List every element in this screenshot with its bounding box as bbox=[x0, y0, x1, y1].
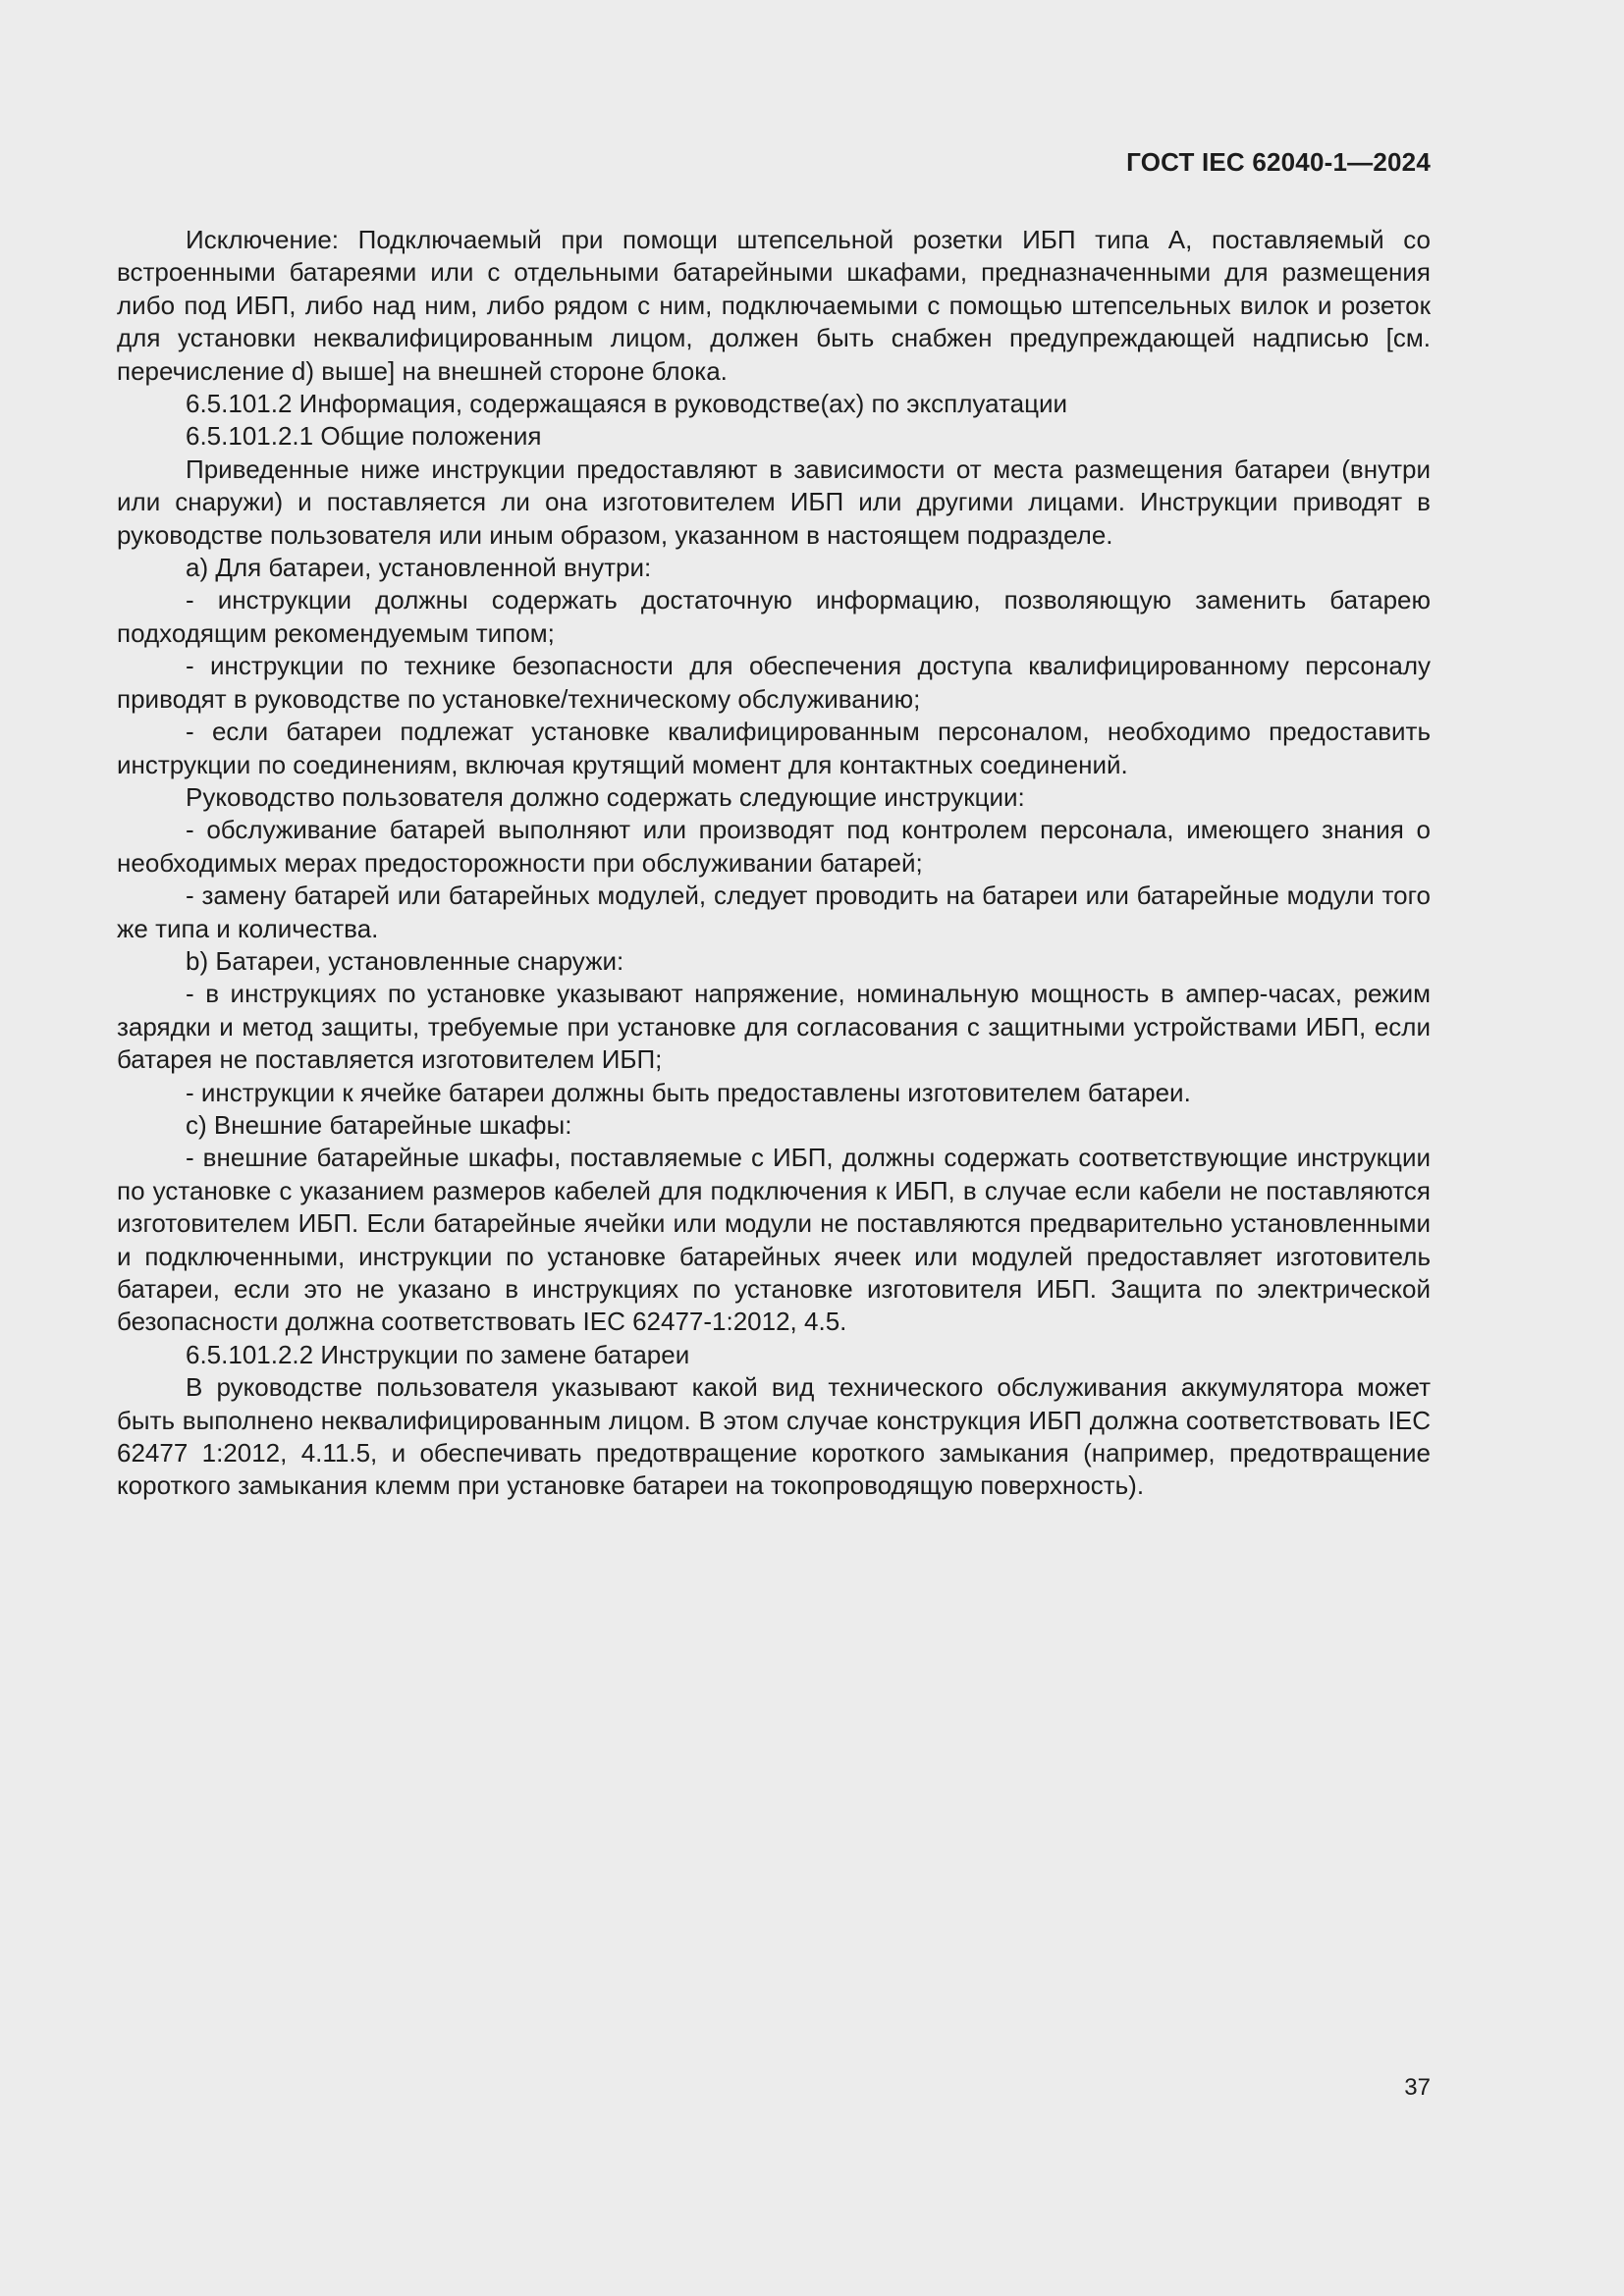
list-item: - замену батарей или батарейных модулей, следует проводить на батареи или батарейные модули того же типа и количества. bbox=[117, 881, 1431, 943]
page-number: 37 bbox=[1404, 2074, 1431, 2101]
list-item: - в инструкциях по установке указывают напряжение, номинальную мощность в ампер-часах, режим зарядки и метод защиты, требуемые при установке для согласования с защитными устройствами ИБП, если батарея не поставляется изготовителем ИБП; bbox=[117, 979, 1431, 1075]
list-heading-c: c) Внешние батарейные шкафы: bbox=[186, 1109, 572, 1140]
paragraph-user-guide: Руководство пользователя должно содержать следующие инструкции: bbox=[186, 781, 1025, 812]
paragraph-intro: Приведенные ниже инструкции предоставляют в зависимости от места размещения батареи (внутри или снаружи) и поставляется ли она изготовителем ИБП или другими лицами. Инструкции приводят в руководстве пользователя или иным образом, указанном в настоящем подразделе. bbox=[117, 454, 1431, 550]
list-item: - если батареи подлежат установке квалифицированным персоналом, необходимо предоставить инструкции по соединениям, включая крутящий момент для контактных соединений. bbox=[117, 717, 1431, 779]
list-heading-b: b) Батареи, установленные снаружи: bbox=[186, 945, 624, 976]
paragraph-replacement: В руководстве пользователя указывают какой вид технического обслуживания аккумулятора может быть выполнено неквалифицированным лицом. В этом случае конструкция ИБП должна соответствовать IEC 62477 1:2012, 4.11.5, и обеспечивать предотвращение короткого замыкания (например, предотвращение короткого замыкания клемм при установке батареи на токопроводящую поверхность). bbox=[117, 1372, 1431, 1501]
list-heading-a: a) Для батареи, установленной внутри: bbox=[186, 553, 652, 583]
section-heading-6-5-101-2-2: 6.5.101.2.2 Инструкции по замене батареи bbox=[186, 1339, 690, 1369]
list-item: - обслуживание батарей выполняют или производят под контролем персонала, имеющего знания о необходимых мерах предосторожности при обслуживании батарей; bbox=[117, 815, 1431, 878]
list-item: - внешние батарейные шкафы, поставляемые с ИБП, должны содержать соответствующие инструкции по установке с указанием размеров кабелей для подключения к ИБП, в случае если кабели не поставляются изготовителем ИБП. Если батарейные ячейки или модули не поставляются предварительно установленными и подключенными, инструкции по установке батарейных ячеек или модулей предоставляет изготовитель батареи, если это не указано в инструкциях по установке изготовителя ИБП. Защита по электрической безопасности должна соответствовать IEC 62477-1:2012, 4.5. bbox=[117, 1143, 1431, 1337]
page-header: ГОСТ IEC 62040-1—2024 bbox=[1126, 147, 1431, 177]
section-heading-6-5-101-2: 6.5.101.2 Информация, содержащаяся в руководстве(ах) по эксплуатации bbox=[186, 389, 1068, 419]
list-item: - инструкции к ячейке батареи должны быть предоставлены изготовителем батареи. bbox=[186, 1077, 1191, 1107]
section-heading-6-5-101-2-1: 6.5.101.2.1 Общие положения bbox=[186, 421, 542, 452]
list-item: - инструкции по технике безопасности для обеспечения доступа квалифицированному персоналу приводят в руководстве по установке/техническому обслуживанию; bbox=[117, 651, 1431, 714]
list-item: - инструкции должны содержать достаточную информацию, позволяющую заменить батарею подходящим рекомендуемым типом; bbox=[117, 585, 1431, 648]
paragraph-exception: Исключение: Подключаемый при помощи штепсельной розетки ИБП типа А, поставляемый со встроенными батареями или с отдельными батарейными шкафами, предназначенными для размещения либо под ИБП, либо над ним, либо рядом с ним, подключаемыми с помощью штепсельных вилок и розеток для установки неквалифицированным лицом, должен быть снабжен предупреждающей надписью [см. перечисление d) выше] на внешней стороне блока. bbox=[117, 225, 1431, 386]
page-body bbox=[117, 224, 1431, 1503]
